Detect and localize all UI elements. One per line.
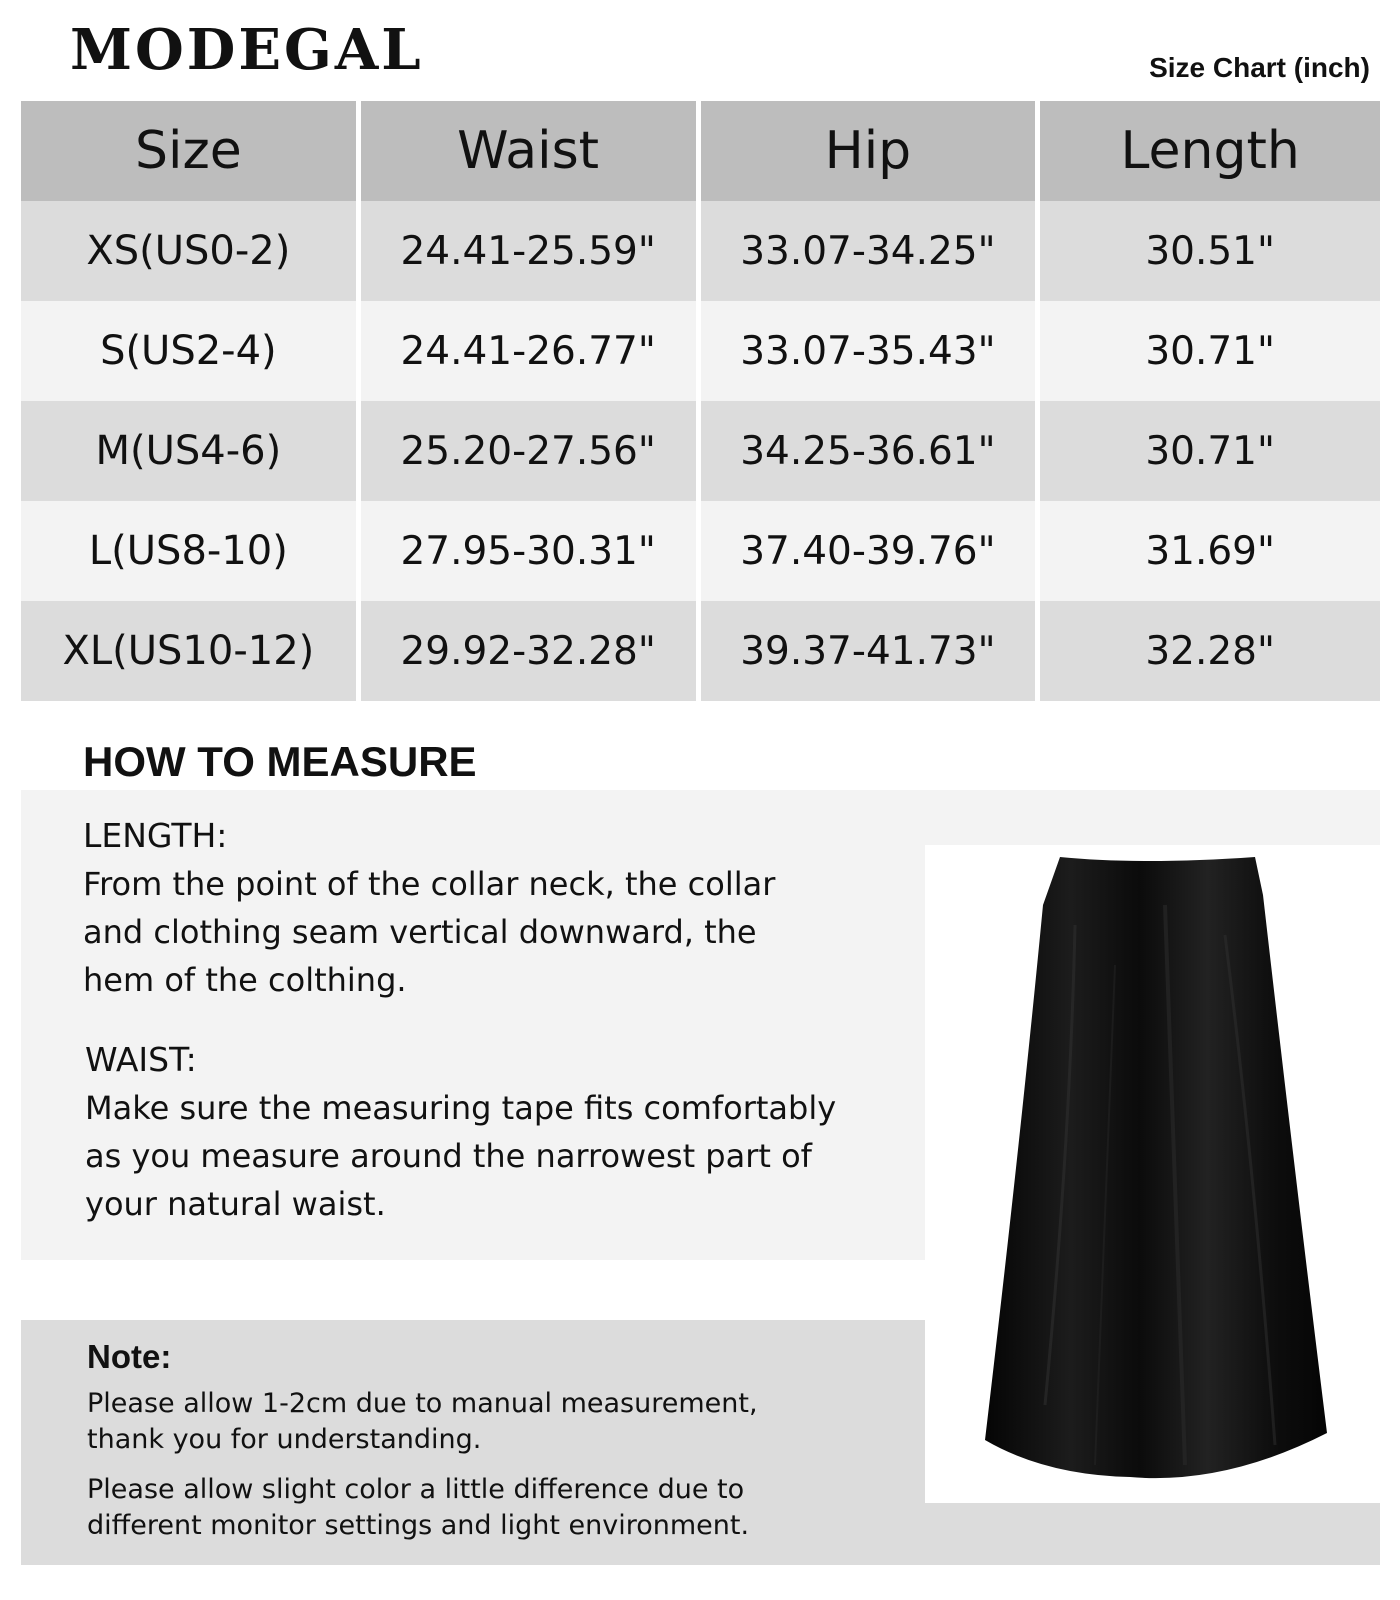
length-text-line: and clothing seam vertical downward, the [83, 913, 757, 951]
note-text-line: Please allow slight color a little difference due to [87, 1474, 745, 1505]
how-to-measure-title: HOW TO MEASURE [83, 738, 477, 785]
cell-waist: 25.20-27.56" [361, 401, 701, 501]
cell-size: S(US2-4) [21, 301, 361, 401]
cell-hip: 39.37-41.73" [701, 601, 1041, 701]
cell-waist: 24.41-26.77" [361, 301, 701, 401]
waist-text-line: Make sure the measuring tape fits comfortably [85, 1089, 837, 1127]
note-text-line: Please allow 1-2cm due to manual measurement, [87, 1388, 758, 1419]
waist-heading: WAIST: [85, 1040, 197, 1079]
brand-logo: MODEGAL [70, 17, 424, 83]
table-row [21, 201, 1380, 301]
length-instructions [83, 812, 843, 1004]
length-heading: LENGTH: [83, 816, 228, 855]
header-length: Length [1040, 101, 1380, 201]
cell-length: 30.51" [1040, 201, 1380, 301]
waist-text-line: as you measure around the narrowest part of [85, 1137, 812, 1175]
table-row [21, 301, 1380, 401]
note-text-line: thank you for understanding. [87, 1424, 482, 1455]
skirt-shape [985, 857, 1327, 1478]
note-panel-edge [925, 1503, 1380, 1565]
header-waist: Waist [361, 101, 701, 201]
note-panel [21, 1320, 925, 1565]
waist-text-line: your natural waist. [85, 1185, 386, 1223]
skirt-product-image [925, 845, 1380, 1503]
header-hip: Hip [701, 101, 1041, 201]
cell-size: XL(US10-12) [21, 601, 361, 701]
size-chart-caption: Size Chart (inch) [1149, 52, 1370, 83]
cell-waist: 29.92-32.28" [361, 601, 701, 701]
table-row [21, 601, 1380, 701]
cell-length: 30.71" [1040, 401, 1380, 501]
skirt-illustration [925, 845, 1380, 1503]
note-text-line: different monitor settings and light environment. [87, 1510, 750, 1541]
length-text-line: From the point of the collar neck, the collar [83, 865, 776, 903]
cell-length: 32.28" [1040, 601, 1380, 701]
cell-hip: 33.07-34.25" [701, 201, 1041, 301]
cell-hip: 33.07-35.43" [701, 301, 1041, 401]
cell-length: 30.71" [1040, 301, 1380, 401]
waist-instructions [85, 1036, 845, 1228]
how-to-measure-panel-edge [925, 790, 1380, 845]
cell-waist: 27.95-30.31" [361, 501, 701, 601]
note-title: Note: [87, 1338, 172, 1375]
how-to-measure-panel [21, 790, 925, 1260]
cell-length: 31.69" [1040, 501, 1380, 601]
cell-hip: 37.40-39.76" [701, 501, 1041, 601]
table-header-row [21, 101, 1380, 201]
table-row [21, 401, 1380, 501]
cell-size: L(US8-10) [21, 501, 361, 601]
length-text-line: hem of the colthing. [83, 961, 407, 999]
header-size: Size [21, 101, 361, 201]
size-chart-table [21, 101, 1380, 701]
cell-size: XS(US0-2) [21, 201, 361, 301]
cell-hip: 34.25-36.61" [701, 401, 1041, 501]
table-row [21, 501, 1380, 601]
cell-size: M(US4-6) [21, 401, 361, 501]
cell-waist: 24.41-25.59" [361, 201, 701, 301]
